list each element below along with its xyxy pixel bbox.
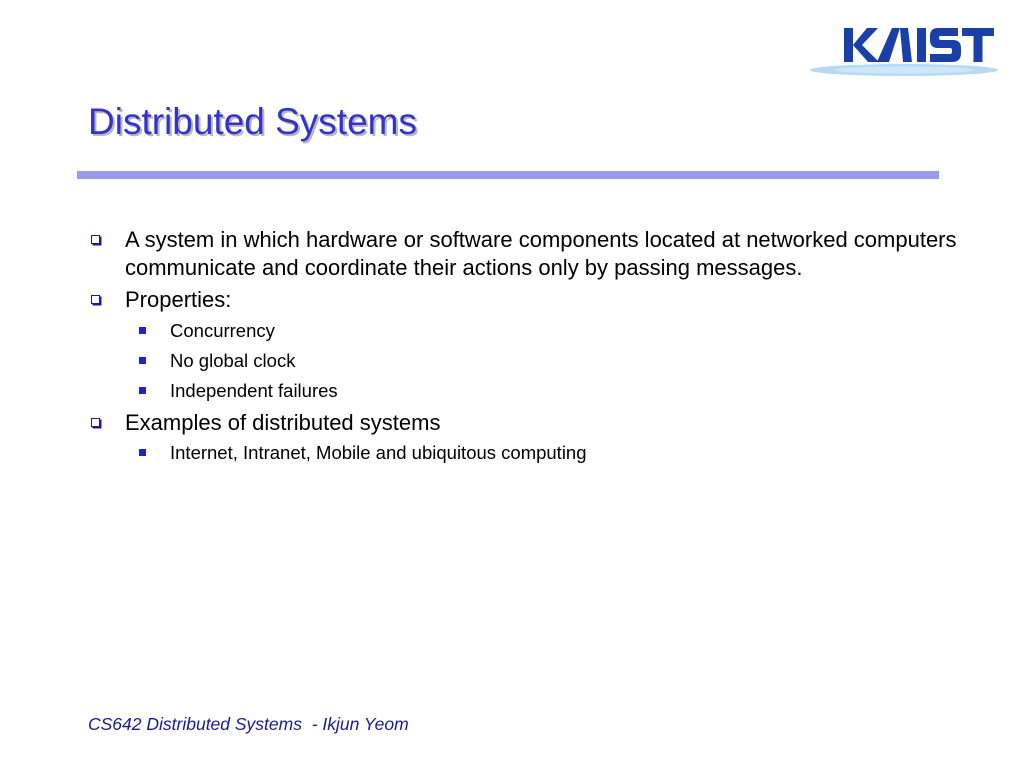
filled-square-bullet-icon [139,357,146,364]
bullet-item [88,286,958,314]
sub-bullet-text: Concurrency [170,319,275,341]
sub-bullet-item [88,319,958,343]
sub-bullet-text: Independent failures [170,379,338,401]
bullet-item [88,409,958,437]
bullet-item [88,226,958,281]
sub-bullet-text: No global clock [170,349,296,371]
bullet-text: Properties: [125,287,232,312]
sub-bullet-text: Internet, Intranet, Mobile and ubiquitous computing [170,442,587,463]
hollow-square-bullet-icon [91,235,100,244]
kaist-logo-icon [806,18,1002,80]
slide-footer: CS642 Distributed Systems - Ikjun Yeom [88,714,409,734]
kaist-logo [806,18,1002,80]
sub-bullet-item [88,441,958,465]
sub-bullet-item [88,349,958,373]
bullet-text: A system in which hardware or software components located at networked computers communicate and coordinate their actions only by passing messages. [125,227,957,280]
sub-bullet-list [88,319,958,403]
bullet-text: Examples of distributed systems [125,409,441,435]
hollow-square-bullet-icon [91,295,100,304]
filled-square-bullet-icon [139,387,146,394]
sub-bullet-item [88,379,958,403]
hollow-square-bullet-icon [91,418,100,427]
filled-square-bullet-icon [139,449,146,456]
bullet-list [88,226,958,471]
filled-square-bullet-icon [139,327,146,334]
sub-bullet-list [88,441,958,465]
title-divider [77,171,939,179]
slide-title: Distributed Systems [88,101,417,142]
